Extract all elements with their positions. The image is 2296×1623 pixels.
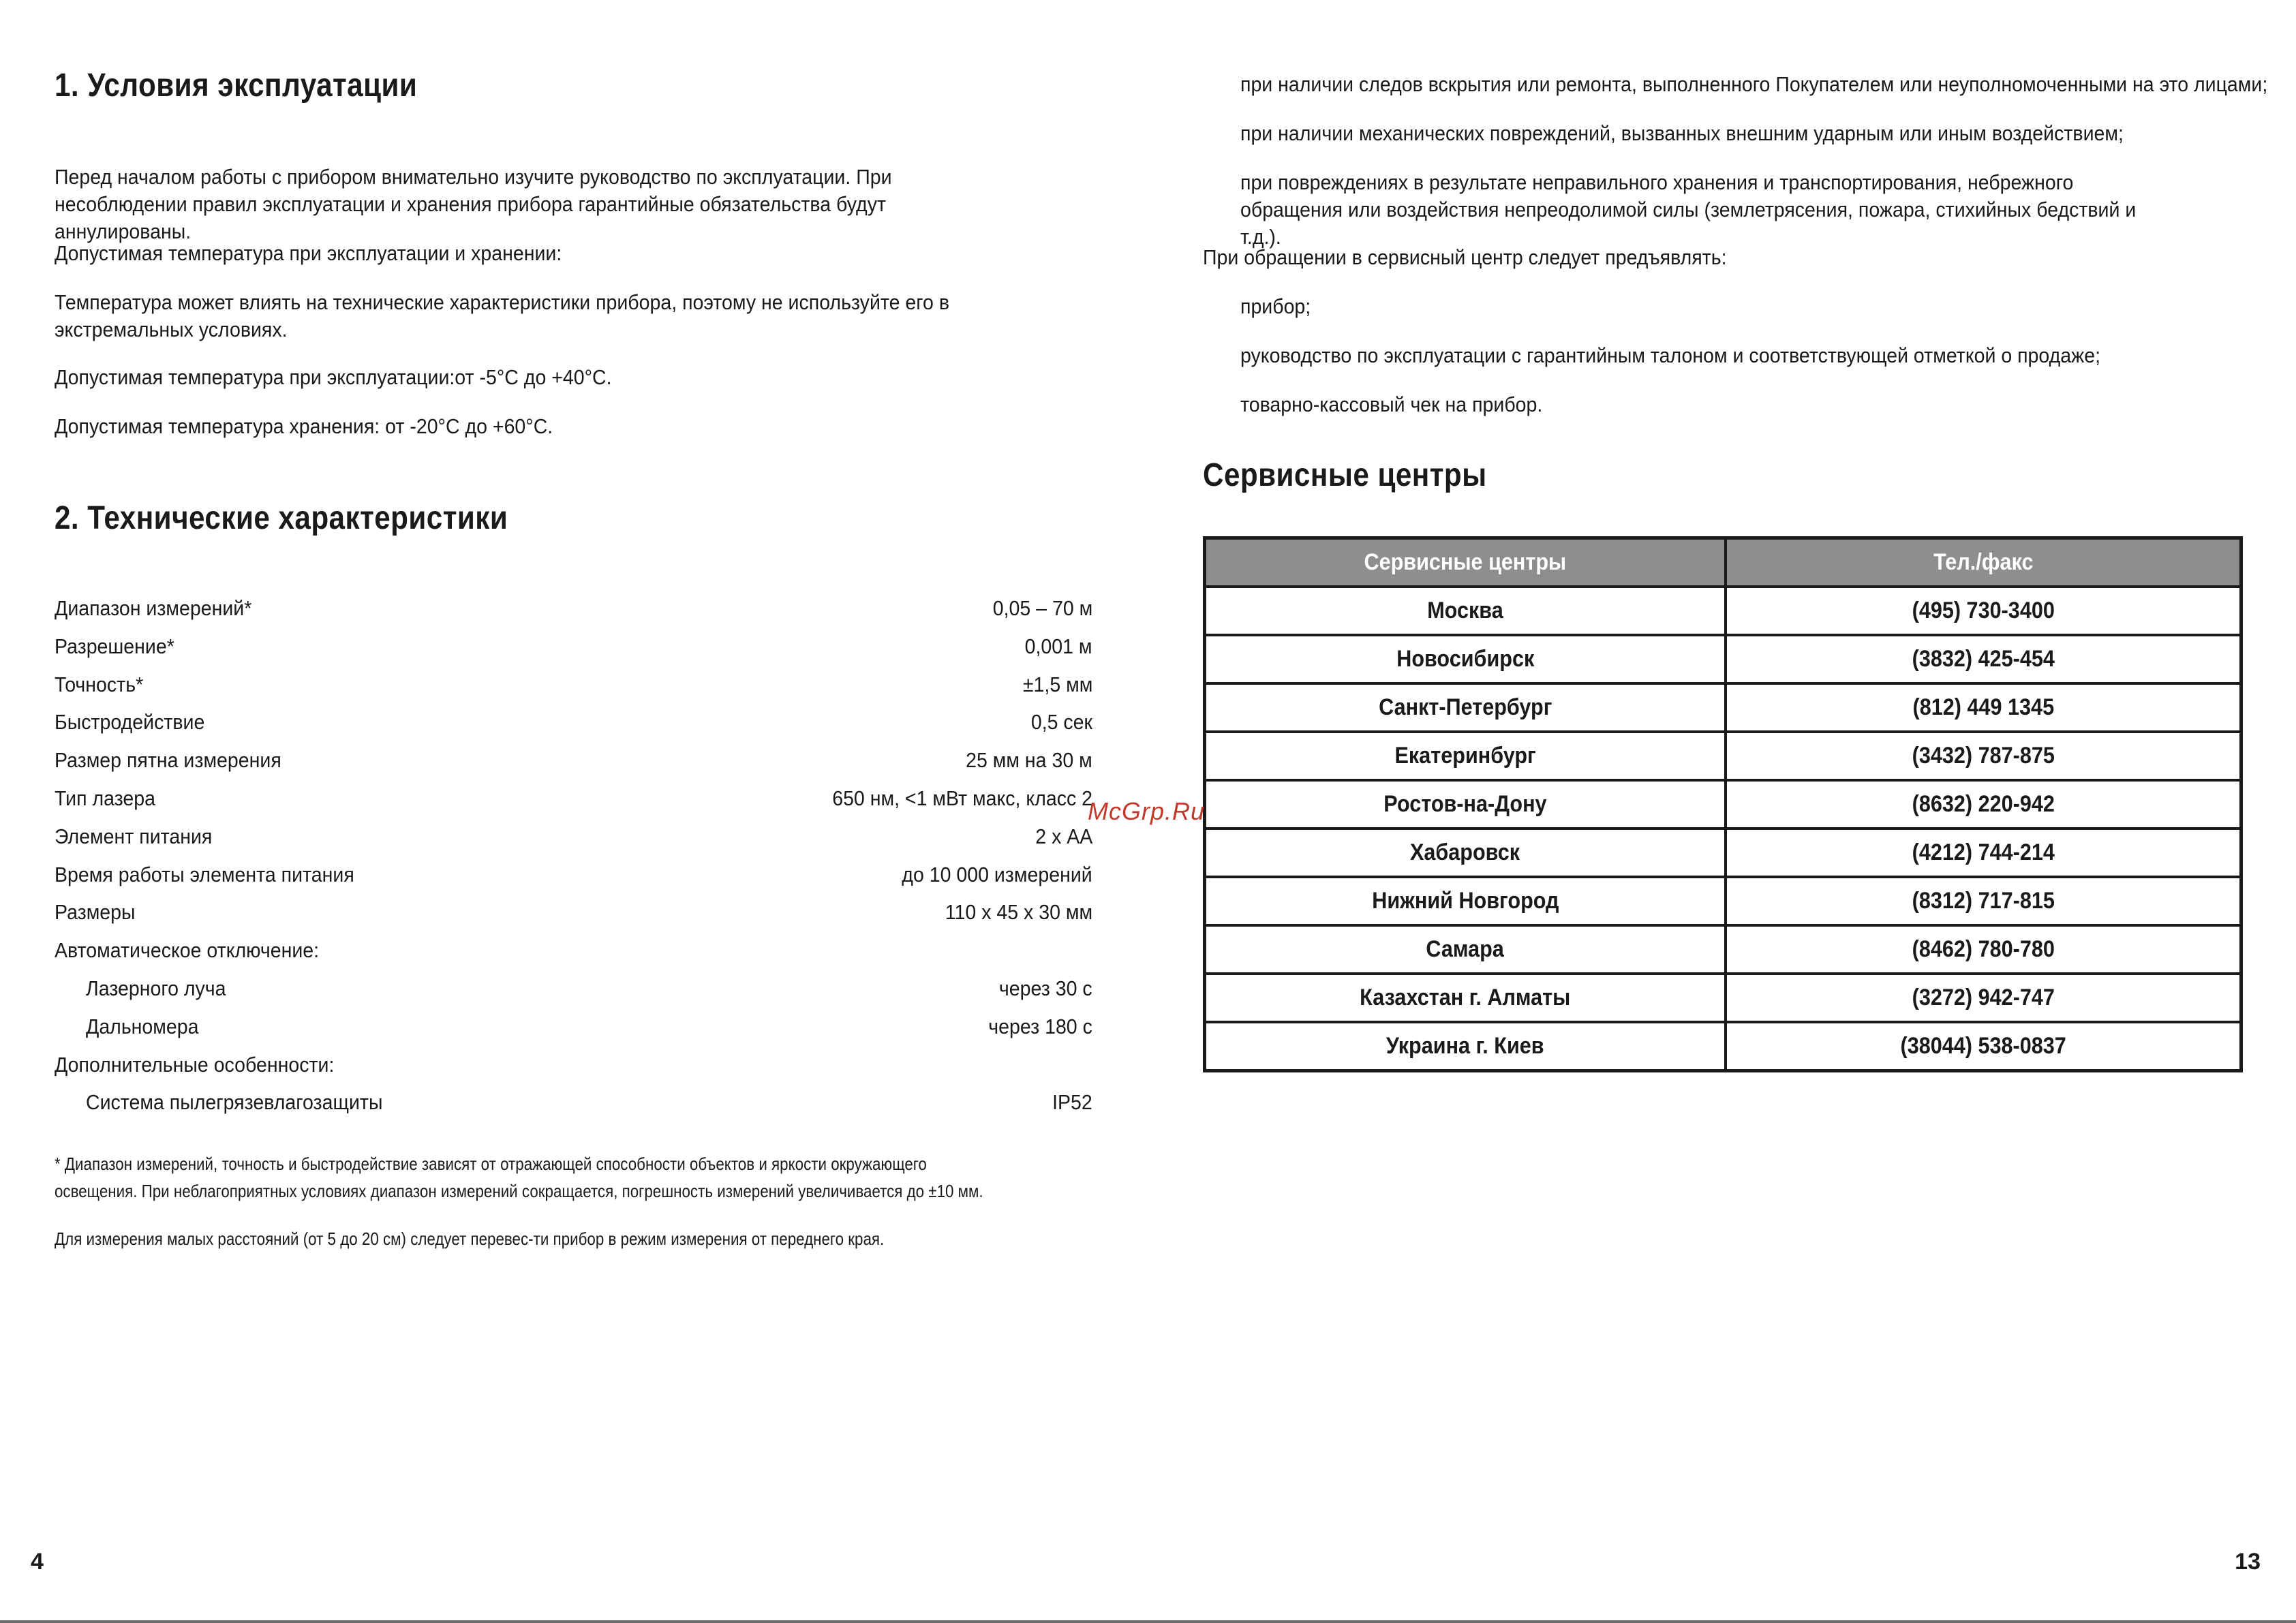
service-center-city: Нижний Новгород [1205, 877, 1726, 925]
section2-title: 2. Технические характеристики [55, 500, 508, 536]
footnote-range: * Диапазон измерений, точность и быстродействие зависят от отражающей способности объектов и яркости окружающего освещения. При неблагоприятных условиях диапазон измерений сокращается, погрешность измерений увеличивается до ±10 мм. [55, 1154, 983, 1201]
spec-row [55, 970, 1092, 1008]
spec-value: через 180 с [988, 1014, 1092, 1038]
operating-temperature: Допустимая температура при эксплуатации:от -5°С до +40°С. [55, 365, 612, 389]
footnote-short-distance: Для измерения малых расстояний (от 5 до 20 см) следует перевес-ти прибор в режим измерения от переднего края. [55, 1228, 885, 1249]
column-header-city: Сервисные центры [1205, 538, 1726, 587]
storage-temperature: Допустимая температура хранения: от -20°С до +60°С. [55, 414, 553, 438]
spec-value: 25 мм на 30 м [966, 748, 1092, 773]
warranty-item: при наличии следов вскрытия или ремонта, выполненного Покупателем или неуполномоченными на это лицами; [1240, 72, 2268, 96]
table-row [1205, 635, 2241, 683]
spec-row [55, 628, 1092, 666]
spec-row [55, 931, 1092, 970]
column-header-phone: Тел./факс [1726, 538, 2241, 587]
page-number-left: 4 [31, 1549, 44, 1575]
section1-title: 1. Условия эксплуатации [55, 67, 418, 104]
temperature-warning: Температура может влиять на технические характеристики прибора, поэтому не используйте его в экстремальных условиях. [55, 290, 949, 341]
spec-label: Диапазон измерений* [55, 596, 252, 620]
spec-value: через 30 с [999, 976, 1092, 1000]
spec-label: Элемент питания [55, 824, 213, 848]
spec-value: до 10 000 измерений [902, 862, 1092, 886]
spec-value: IP52 [1052, 1090, 1092, 1115]
service-center-phone: (8312) 717-815 [1726, 877, 2241, 925]
service-center-city: Новосибирск [1205, 635, 1726, 683]
spec-row [55, 779, 1092, 818]
service-center-city: Украина г. Киев [1205, 1022, 1726, 1071]
spec-row [55, 666, 1092, 704]
table-row [1205, 925, 2241, 974]
spec-label: Размеры [55, 900, 136, 925]
spec-label: Тип лазера [55, 786, 155, 810]
requirement-item: товарно-кассовый чек на прибор. [1240, 392, 1543, 416]
spec-label: Разрешение* [55, 634, 174, 658]
spec-row [55, 1008, 1092, 1046]
table-row [1205, 780, 2241, 829]
spec-value: 0,001 м [1025, 634, 1092, 658]
service-center-city: Ростов-на-Дону [1205, 780, 1726, 829]
spec-value: 110 х 45 х 30 мм [945, 900, 1092, 925]
warranty-item: при повреждениях в результате неправильного хранения и транспортирования, небрежного обращения или воздействия непреодолимой силы (землетрясения, пожара, стихийных бедствий и т.д.). [1240, 170, 2137, 249]
service-center-city: Санкт-Петербург [1205, 683, 1726, 732]
service-center-phone: (8462) 780-780 [1726, 925, 2241, 974]
page-number-right: 13 [2235, 1549, 2261, 1575]
spec-value: 0,5 сек [1030, 710, 1092, 735]
service-centers-title: Сервисные центры [1203, 457, 1487, 493]
spec-value: 650 нм, <1 мВт макс, класс 2 [832, 786, 1092, 810]
spec-value: 0,05 – 70 м [992, 596, 1092, 620]
spec-label: Автоматическое отключение: [55, 938, 320, 963]
right-page [1203, 0, 2268, 1623]
service-center-phone: (3832) 425-454 [1726, 635, 2241, 683]
spec-label: Дальномера [86, 1014, 199, 1038]
service-center-phone: (38044) 538-0837 [1726, 1022, 2241, 1071]
requirement-item: прибор; [1240, 294, 1311, 318]
spec-value: ±1,5 мм [1022, 672, 1092, 696]
requirement-item: руководство по эксплуатации с гарантийным талоном и соответствующей отметкой о продаже; [1240, 343, 2101, 367]
spec-row [55, 703, 1092, 741]
service-center-phone: (495) 730-3400 [1726, 587, 2241, 635]
service-center-phone: (8632) 220-942 [1726, 780, 2241, 829]
table-row [1205, 587, 2241, 635]
temperature-heading: Допустимая температура при эксплуатации и хранении: [55, 241, 562, 265]
service-center-city: Москва [1205, 587, 1726, 635]
spec-row [55, 741, 1092, 779]
table-row [1205, 683, 2241, 732]
bottom-divider [0, 1620, 2296, 1623]
spec-row [55, 893, 1092, 931]
spec-label: Дополнительные особенности: [55, 1052, 335, 1077]
spec-label: Лазерного луча [86, 976, 226, 1000]
service-center-city: Екатеринбург [1205, 732, 1726, 780]
table-header-row [1205, 538, 2241, 587]
spec-label: Время работы элемента питания [55, 862, 354, 886]
spec-label: Система пылегрязевлагозащиты [86, 1090, 383, 1115]
spec-label: Быстродействие [55, 710, 205, 735]
service-center-city: Самара [1205, 925, 1726, 974]
spec-row [55, 818, 1092, 856]
spec-row [55, 1083, 1092, 1122]
service-center-city: Казахстан г. Алматы [1205, 974, 1726, 1022]
service-center-phone: (3432) 787-875 [1726, 732, 2241, 780]
left-page [31, 0, 1092, 1623]
table-row [1205, 829, 2241, 877]
section1-paragraph: Перед началом работы с прибором внимательно изучите руководство по эксплуатации. При несоблюдении правил эксплуатации и хранения прибора гарантийные обязательства будут аннулированы. [55, 165, 892, 243]
spec-row [55, 856, 1092, 894]
table-row [1205, 877, 2241, 925]
service-center-phone: (4212) 744-214 [1726, 829, 2241, 877]
service-center-phone: (812) 449 1345 [1726, 683, 2241, 732]
table-row [1205, 974, 2241, 1022]
spec-label: Точность* [55, 672, 144, 696]
table-row [1205, 1022, 2241, 1071]
spec-label: Размер пятна измерения [55, 748, 281, 773]
service-centers-table [1203, 536, 2243, 1072]
service-center-phone: (3272) 942-747 [1726, 974, 2241, 1022]
warranty-item: при наличии механических повреждений, вызванных внешним ударным или иным воздействием; [1240, 121, 2124, 145]
spec-value: 2 х АА [1035, 824, 1092, 848]
table-row [1205, 732, 2241, 780]
service-center-city: Хабаровск [1205, 829, 1726, 877]
service-requirements-heading: При обращении в сервисный центр следует предъявлять: [1203, 245, 1727, 269]
spec-row [55, 589, 1092, 628]
watermark: McGrp.Ru [1088, 797, 1206, 825]
spec-row [55, 1046, 1092, 1084]
